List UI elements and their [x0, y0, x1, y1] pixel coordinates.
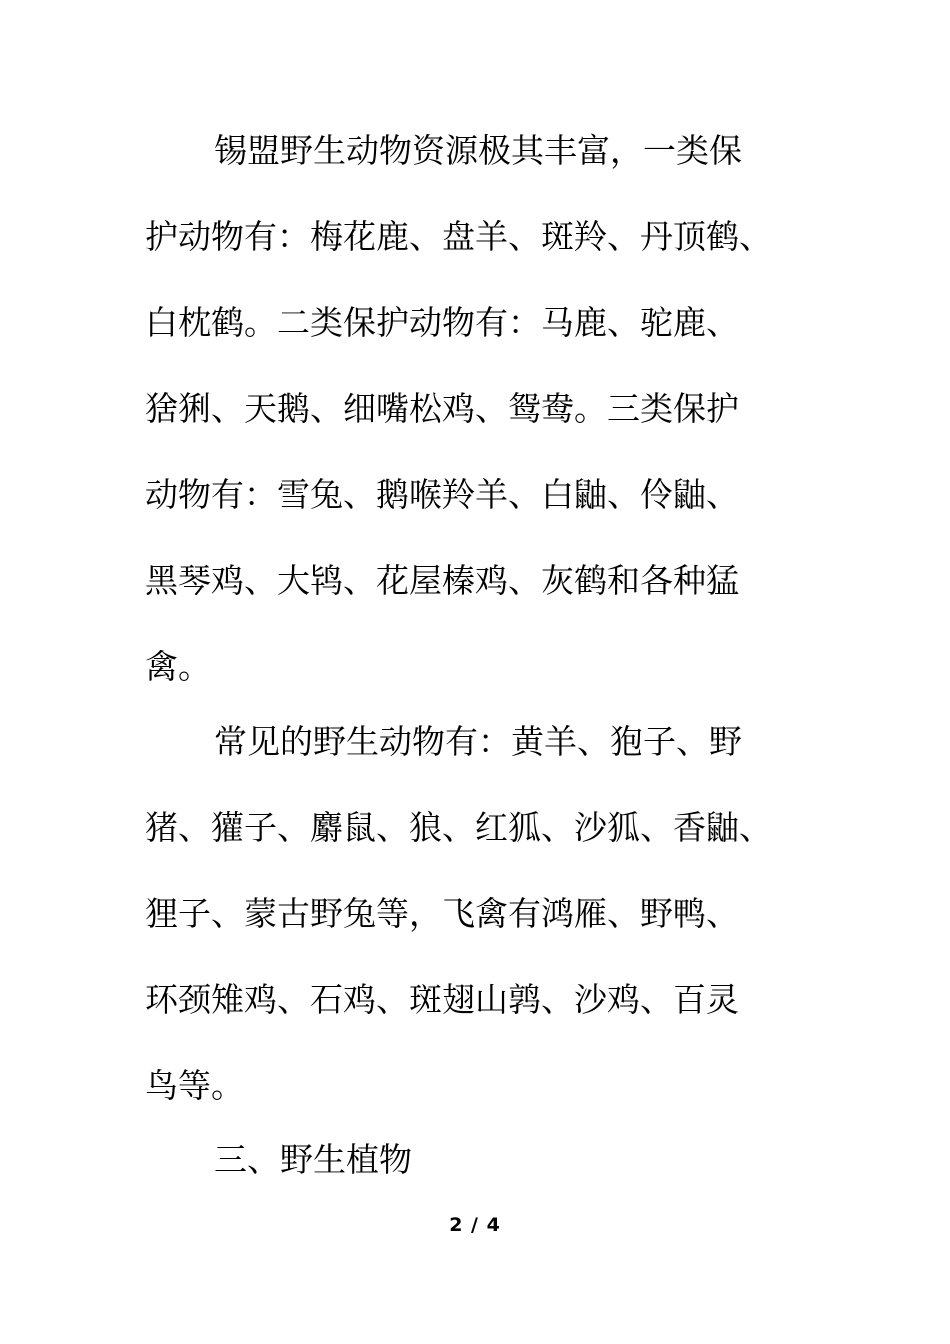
page-number: 2 / 4: [449, 1214, 501, 1236]
paragraph-1-line-2: 护动物有：梅花鹿、盘羊、斑羚、丹顶鹤、: [145, 217, 772, 256]
paragraph-2-line-3: 狸子、蒙古野兔等，飞禽有鸿雁、野鸭、: [145, 894, 739, 933]
paragraph-2-line-2: 猪、獾子、麝鼠、狼、红狐、沙狐、香鼬、: [145, 808, 772, 847]
paragraph-1-line-7: 禽。: [145, 647, 211, 686]
paragraph-1-line-3: 白枕鹤。二类保护动物有：马鹿、驼鹿、: [145, 303, 739, 342]
paragraph-1-line-1: 锡盟野生动物资源极其丰富，一类保: [214, 131, 742, 170]
paragraph-2-line-1: 常见的野生动物有：黄羊、狍子、野: [214, 722, 742, 761]
paragraph-1-line-6: 黑琴鸡、大鸨、花屋榛鸡、灰鹤和各种猛: [145, 561, 739, 600]
paragraph-2-line-5: 鸟等。: [145, 1066, 244, 1105]
section-heading: 三、野生植物: [214, 1140, 412, 1179]
paragraph-1-line-5: 动物有：雪兔、鹅喉羚羊、白鼬、伶鼬、: [145, 475, 739, 514]
paragraph-2-line-4: 环颈雉鸡、石鸡、斑翅山鹑、沙鸡、百灵: [145, 980, 739, 1019]
paragraph-1-line-4: 猞猁、天鹅、细嘴松鸡、鸳鸯。三类保护: [145, 389, 739, 428]
